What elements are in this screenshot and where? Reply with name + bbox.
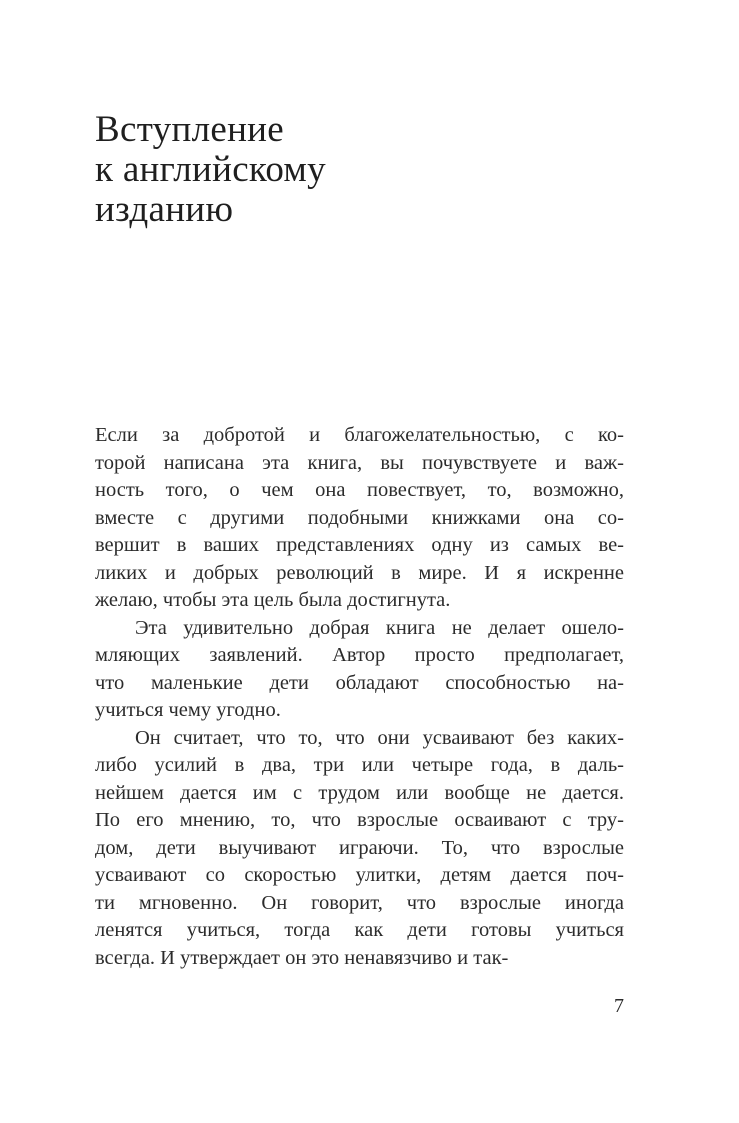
text-line: ликих и добрых революций в мире. И я искренне <box>95 561 624 584</box>
text-line: ность того, о чем она повествует, то, возможно, <box>95 479 624 501</box>
text-line: вершит в ваших представлениях одну из самых ве- <box>95 534 624 556</box>
text-line: ленятся учиться, тогда как дети готовы учиться <box>95 919 624 941</box>
body-text <box>95 422 624 972</box>
chapter-title-line: изданию <box>95 189 234 230</box>
chapter-title <box>95 110 326 230</box>
text-line: вместе с другими подобными книжками она со- <box>95 506 624 529</box>
page-number: 7 <box>614 995 624 1017</box>
text-line: ти мгновенно. Он говорит, что взрослые иногда <box>95 891 624 914</box>
text-line: желаю, чтобы эта цель была достигнута. <box>95 589 451 611</box>
text-line: Если за добротой и благожелательностью, с ко- <box>95 424 624 446</box>
text-line: торой написана эта книга, вы почувствуете и важ- <box>95 451 624 474</box>
text-line: Эта удивительно добрая книга не делает ошело- <box>135 616 624 639</box>
text-line: Он считает, что то, что они усваивают без каких- <box>135 726 624 749</box>
text-line: либо усилий в два, три или четыре года, в даль- <box>95 754 624 776</box>
text-line: усваивают со скоростью улитки, детям дается поч- <box>95 864 624 886</box>
chapter-title-line: Вступление <box>95 109 284 150</box>
chapter-title-line: к английскому <box>95 149 326 190</box>
text-line: мляющих заявлений. Автор просто предполагает, <box>95 644 624 666</box>
text-line: учиться чему угодно. <box>95 699 281 721</box>
text-line: нейшем дается им с трудом или вообще не дается. <box>95 781 624 804</box>
text-line: всегда. И утверждает он это ненавязчиво и так- <box>95 946 509 969</box>
text-line: что маленькие дети обладают способностью на- <box>95 671 624 694</box>
text-line: По его мнению, то, что взрослые осваивают с тру- <box>95 809 624 831</box>
text-line: дом, дети выучивают играючи. То, что взрослые <box>95 836 624 859</box>
